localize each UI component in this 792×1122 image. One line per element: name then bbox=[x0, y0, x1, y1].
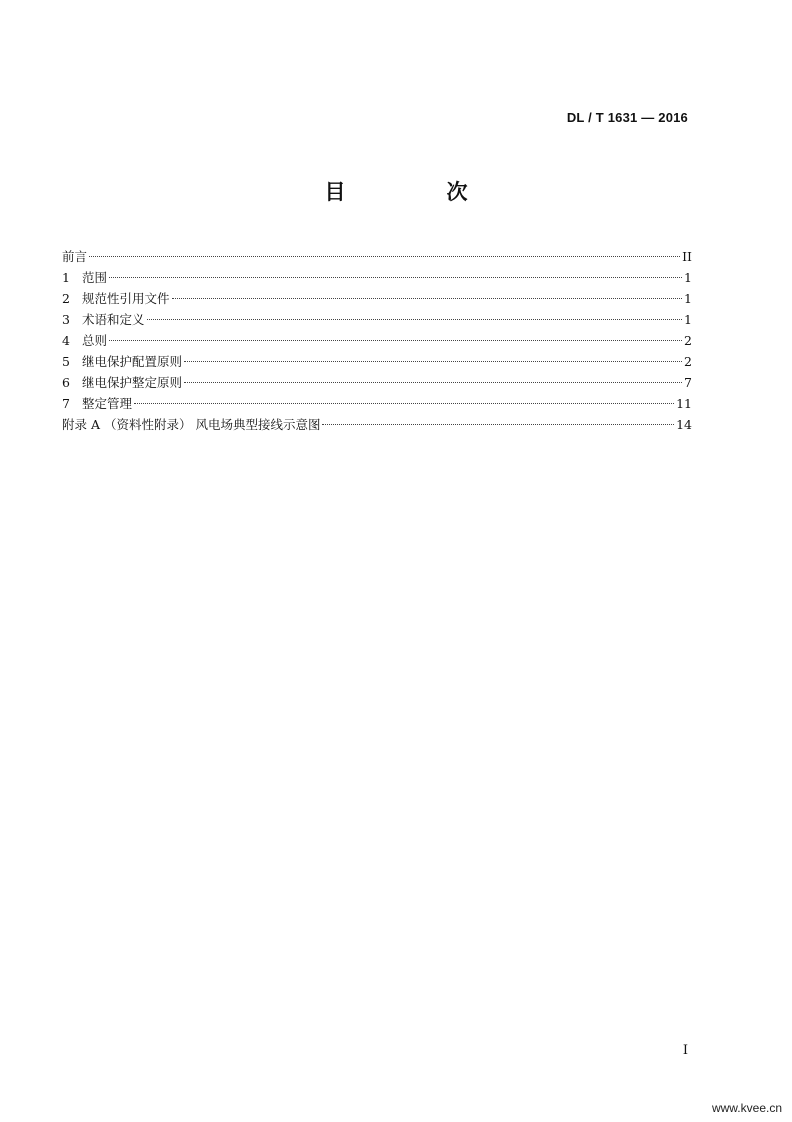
toc-entry-page: 14 bbox=[676, 417, 692, 432]
dot-leader bbox=[184, 361, 682, 362]
dot-leader bbox=[109, 277, 682, 278]
dot-leader bbox=[184, 382, 682, 383]
dot-leader bbox=[172, 298, 682, 299]
toc-entry-title: 附录 A （资料性附录） 风电场典型接线示意图 bbox=[62, 417, 321, 432]
toc-entry-page: 2 bbox=[684, 333, 692, 348]
toc-entry-number: 5 bbox=[62, 354, 70, 369]
toc-entry-terms-definitions[interactable] bbox=[62, 309, 692, 330]
toc-entry-page: 1 bbox=[684, 291, 692, 306]
toc-entry-number: 3 bbox=[62, 312, 70, 327]
toc-entry-number: 1 bbox=[62, 270, 70, 285]
toc-entry-number: 2 bbox=[62, 291, 70, 306]
toc-entry-protection-setting[interactable] bbox=[62, 372, 692, 393]
toc-entry-number: 7 bbox=[62, 396, 70, 411]
document-code: DL / T 1631 — 2016 bbox=[566, 110, 688, 125]
toc-entry-general[interactable] bbox=[62, 330, 692, 351]
toc-entry-title: 前言 bbox=[62, 249, 88, 264]
toc-entry-protection-configuration[interactable] bbox=[62, 351, 692, 372]
toc-entry-setting-management[interactable] bbox=[62, 393, 692, 414]
dot-leader bbox=[322, 424, 674, 425]
toc-entry-scope[interactable] bbox=[62, 267, 692, 288]
table-of-contents bbox=[62, 246, 692, 435]
page-title: 目 次 bbox=[324, 180, 508, 204]
toc-entry-title: 术语和定义 bbox=[82, 312, 145, 327]
toc-entry-page: 11 bbox=[676, 396, 692, 411]
toc-entry-foreword[interactable] bbox=[62, 246, 692, 267]
dot-leader bbox=[109, 340, 682, 341]
dot-leader bbox=[147, 319, 682, 320]
toc-entry-page: 7 bbox=[684, 375, 692, 390]
toc-entry-number: 4 bbox=[62, 333, 70, 348]
toc-entry-title: 范围 bbox=[82, 270, 108, 285]
toc-entry-appendix-a[interactable] bbox=[62, 414, 692, 435]
toc-entry-normative-references[interactable] bbox=[62, 288, 692, 309]
dot-leader bbox=[134, 403, 674, 404]
toc-entry-page: 2 bbox=[684, 354, 692, 369]
watermark-url: www.kvee.cn bbox=[711, 1101, 782, 1115]
toc-entry-number: 6 bbox=[62, 375, 70, 390]
toc-entry-page: 1 bbox=[684, 312, 692, 327]
toc-entry-page: 1 bbox=[684, 270, 692, 285]
toc-entry-title: 继电保护配置原则 bbox=[82, 354, 183, 369]
toc-entry-title: 整定管理 bbox=[82, 396, 133, 411]
toc-entry-title: 继电保护整定原则 bbox=[82, 375, 183, 390]
page-number: I bbox=[682, 1043, 688, 1058]
toc-entry-title: 规范性引用文件 bbox=[82, 291, 170, 306]
dot-leader bbox=[89, 256, 680, 257]
toc-entry-page: II bbox=[682, 249, 692, 264]
toc-entry-title: 总则 bbox=[82, 333, 108, 348]
